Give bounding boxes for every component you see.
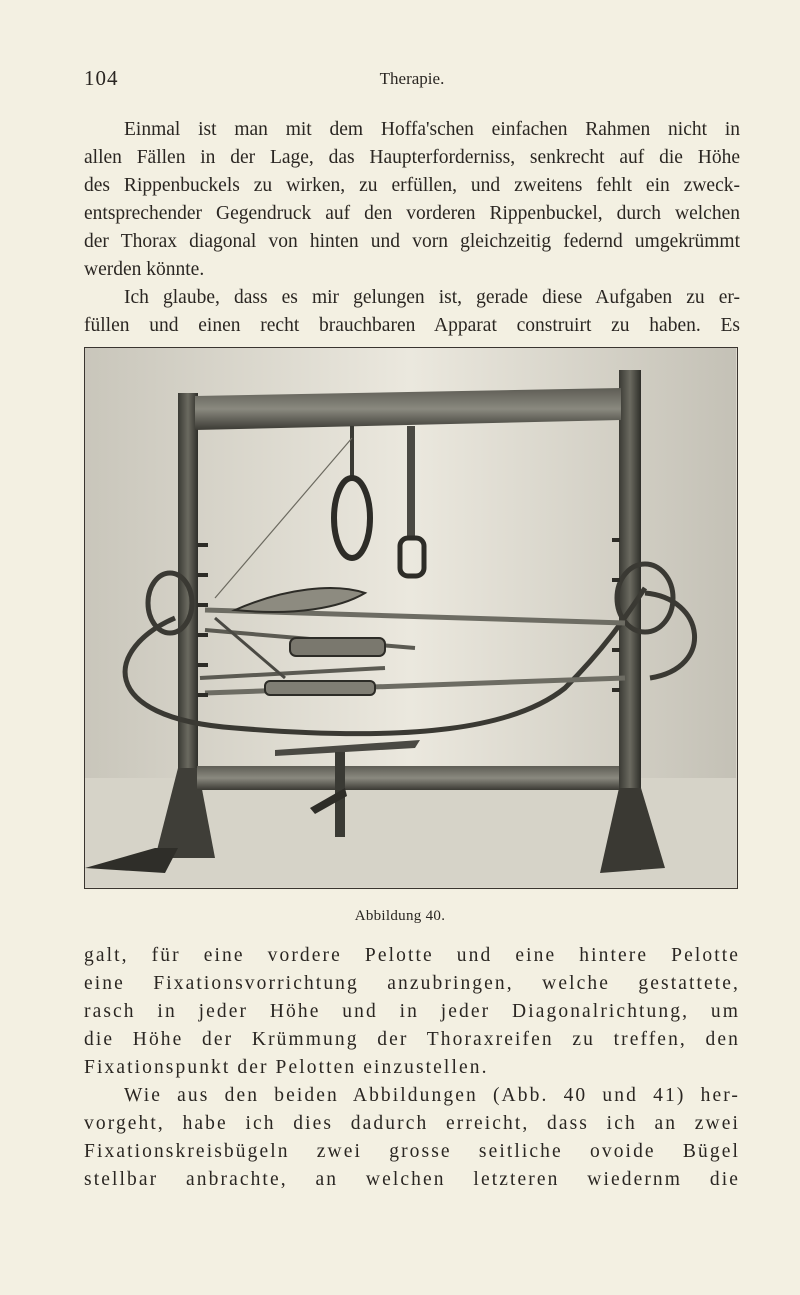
text-line: die Höhe der Krümmung der Thoraxreifen zu treffen, den: [84, 1029, 740, 1050]
text-line: eine Fixationsvorrichtung anzubringen, welche gestattete,: [84, 973, 740, 994]
text-line: der Thorax diagonal von hinten und vorn gleichzeitig federnd umgekrümmt: [84, 231, 740, 252]
text-line: füllen und einen recht brauchbaren Apparat construirt zu haben. Es: [84, 315, 740, 336]
paragraph-4: [84, 1082, 740, 1194]
text-line: Einmal ist man mit dem Hoffa'schen einfachen Rahmen nicht in: [124, 119, 740, 140]
figure-apparatus-photo: [84, 347, 738, 889]
text-line: rasch in jeder Höhe und in jeder Diagonalrichtung, um: [84, 1001, 740, 1022]
text-line: Wie aus den beiden Abbildungen (Abb. 40 und 41) her-: [124, 1085, 740, 1106]
text-line: Fixationskreisbügeln zwei grosse seitliche ovoide Bügel: [84, 1141, 740, 1162]
text-line: Fixationspunkt der Pelotten einzustellen.: [84, 1057, 489, 1078]
paragraph-2: [84, 284, 740, 340]
text-line: Ich glaube, dass es mir gelungen ist, gerade diese Aufgaben zu er-: [124, 287, 740, 308]
text-line: vorgeht, habe ich dies dadurch erreicht, dass ich an zwei: [84, 1113, 740, 1134]
text-line: werden könnte.: [84, 259, 205, 280]
figure-caption: Abbildung 40.: [354, 908, 446, 924]
text-line: entsprechender Gegendruck auf den vorderen Rippenbuckel, durch welchen: [84, 203, 740, 224]
apparatus-illustration: [85, 348, 736, 887]
text-line: stellbar anbrachte, an welchen letzteren wiedernm die: [84, 1169, 740, 1190]
running-head: Therapie.: [379, 69, 445, 88]
text-line: des Rippenbuckels zu wirken, zu erfüllen, und zweitens fehlt ein zweck-: [84, 175, 740, 196]
paragraph-1: [84, 116, 740, 284]
paragraph-3: [84, 942, 740, 1082]
text-line: galt, für eine vordere Pelotte und eine hintere Pelotte: [84, 945, 740, 966]
page-header: [84, 66, 740, 96]
text-line: allen Fällen in der Lage, das Haupterforderniss, senkrecht auf die Höhe: [84, 147, 740, 168]
page-number: 104: [84, 66, 119, 90]
